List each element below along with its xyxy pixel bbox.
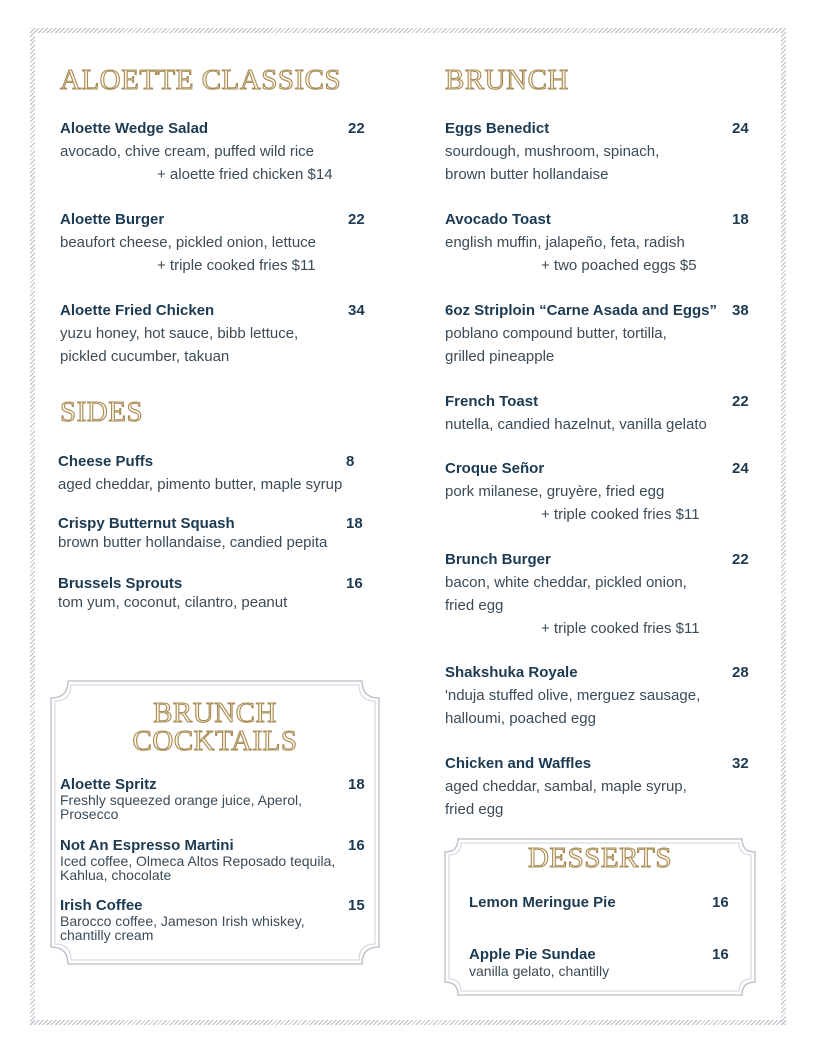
item-description: Prosecco bbox=[60, 806, 119, 822]
item-name: Cheese Puffs bbox=[58, 453, 154, 470]
item-description: Freshly squeezed orange juice, Aperol, bbox=[60, 792, 303, 808]
item-price: 32 bbox=[732, 755, 749, 772]
item-description: Iced coffee, Olmeca Altos Reposado tequila, bbox=[60, 853, 336, 869]
menu-item bbox=[60, 776, 370, 824]
item-description: aged cheddar, sambal, maple syrup, bbox=[445, 778, 687, 795]
item-description: yuzu honey, hot sauce, bibb lettuce, bbox=[60, 325, 299, 342]
item-addon: + aloette fried chicken $14 bbox=[157, 166, 333, 183]
item-name: Eggs Benedict bbox=[445, 120, 550, 137]
menu-item bbox=[60, 211, 370, 281]
item-price: 16 bbox=[346, 575, 363, 592]
menu-item bbox=[445, 393, 755, 439]
item-name: Irish Coffee bbox=[60, 897, 143, 914]
item-price: 18 bbox=[732, 211, 749, 228]
item-price: 22 bbox=[348, 211, 365, 228]
item-price: 8 bbox=[346, 453, 355, 470]
cocktails-heading-line1: BRUNCH bbox=[153, 697, 277, 729]
item-price: 16 bbox=[348, 837, 365, 854]
item-price: 16 bbox=[712, 946, 729, 963]
item-addon: + triple cooked fries $11 bbox=[541, 620, 700, 637]
item-price: 16 bbox=[712, 894, 729, 911]
item-description: Barocco coffee, Jameson Irish whiskey, bbox=[60, 913, 305, 929]
item-price: 34 bbox=[348, 302, 365, 319]
menu-item bbox=[60, 837, 370, 885]
item-name: Croque Señor bbox=[445, 460, 545, 477]
item-name: Brussels Sprouts bbox=[58, 575, 183, 592]
menu-item bbox=[445, 460, 755, 530]
item-price: 22 bbox=[732, 393, 749, 410]
item-price: 15 bbox=[348, 897, 365, 914]
item-description: pork milanese, gruyère, fried egg bbox=[445, 483, 665, 500]
item-description: nutella, candied hazelnut, vanilla gelato bbox=[445, 416, 707, 433]
menu-item bbox=[60, 302, 370, 372]
item-description: halloumi, poached egg bbox=[445, 710, 596, 727]
menu-item bbox=[445, 211, 755, 281]
item-description: 'nduja stuffed olive, merguez sausage, bbox=[445, 687, 701, 704]
item-name: Aloette Spritz bbox=[60, 776, 157, 793]
item-name: Not An Espresso Martini bbox=[60, 837, 234, 854]
item-price: 22 bbox=[348, 120, 365, 137]
menu-item bbox=[60, 120, 370, 190]
item-description: fried egg bbox=[445, 597, 504, 614]
item-description: vanilla gelato, chantilly bbox=[469, 963, 610, 979]
item-name: Brunch Burger bbox=[445, 551, 551, 568]
item-description: fried egg bbox=[445, 801, 504, 818]
item-price: 24 bbox=[732, 120, 749, 137]
item-addon: + two poached eggs $5 bbox=[541, 257, 697, 274]
item-price: 22 bbox=[732, 551, 749, 568]
menu-item bbox=[445, 551, 755, 643]
item-description: brown butter hollandaise, candied pepita bbox=[58, 534, 328, 551]
menu-item bbox=[445, 120, 755, 190]
menu-item bbox=[58, 575, 368, 615]
item-name: Apple Pie Sundae bbox=[469, 946, 596, 963]
frame-right-border bbox=[781, 28, 786, 1025]
item-name: Aloette Wedge Salad bbox=[60, 120, 209, 137]
menu-item bbox=[58, 453, 358, 497]
item-addon: + triple cooked fries $11 bbox=[157, 257, 316, 274]
item-description: brown butter hollandaise bbox=[445, 166, 609, 183]
desserts-heading: DESSERTS bbox=[527, 842, 673, 874]
item-description: grilled pineapple bbox=[445, 348, 555, 365]
item-name: French Toast bbox=[445, 393, 539, 410]
item-name: Aloette Fried Chicken bbox=[60, 302, 215, 319]
item-description: beaufort cheese, pickled onion, lettuce bbox=[60, 234, 317, 251]
item-description: bacon, white cheddar, pickled onion, bbox=[445, 574, 687, 591]
menu-item bbox=[445, 755, 755, 825]
classics-heading: ALOETTE CLASSICS bbox=[60, 64, 342, 96]
menu-item bbox=[469, 946, 739, 986]
item-description: Kahlua, chocolate bbox=[60, 867, 172, 883]
item-description: sourdough, mushroom, spinach, bbox=[445, 143, 660, 160]
item-description: chantilly cream bbox=[60, 927, 154, 943]
item-price: 28 bbox=[732, 664, 749, 681]
item-name: 6oz Striploin “Carne Asada and Eggs” bbox=[445, 302, 717, 319]
item-description: aged cheddar, pimento butter, maple syrup bbox=[58, 476, 343, 493]
item-description: tom yum, coconut, cilantro, peanut bbox=[58, 594, 288, 611]
frame-bottom-border bbox=[30, 1020, 786, 1025]
menu-item bbox=[58, 515, 368, 555]
item-name: Avocado Toast bbox=[445, 211, 551, 228]
item-description: english muffin, jalapeño, feta, radish bbox=[445, 234, 685, 251]
frame-top-border bbox=[30, 28, 786, 33]
item-price: 24 bbox=[732, 460, 749, 477]
cocktails-heading-line2: COCKTAILS bbox=[132, 725, 298, 757]
item-price: 18 bbox=[348, 776, 365, 793]
item-name: Chicken and Waffles bbox=[445, 755, 592, 772]
item-description: pickled cucumber, takuan bbox=[60, 348, 230, 365]
item-price: 18 bbox=[346, 515, 363, 532]
frame-left-border bbox=[30, 28, 35, 1025]
item-name: Shakshuka Royale bbox=[445, 664, 578, 681]
item-description: poblano compound butter, tortilla, bbox=[445, 325, 667, 342]
brunch-heading: BRUNCH bbox=[445, 64, 569, 96]
item-description: avocado, chive cream, puffed wild rice bbox=[60, 143, 315, 160]
menu-item bbox=[60, 897, 370, 945]
menu-item bbox=[469, 894, 739, 918]
menu-item bbox=[445, 302, 755, 372]
item-name: Aloette Burger bbox=[60, 211, 165, 228]
sides-heading: SIDES bbox=[60, 396, 144, 428]
item-name: Crispy Butternut Squash bbox=[58, 515, 235, 532]
item-addon: + triple cooked fries $11 bbox=[541, 506, 700, 523]
item-price: 38 bbox=[732, 302, 749, 319]
item-name: Lemon Meringue Pie bbox=[469, 894, 616, 911]
menu-item bbox=[445, 664, 755, 734]
